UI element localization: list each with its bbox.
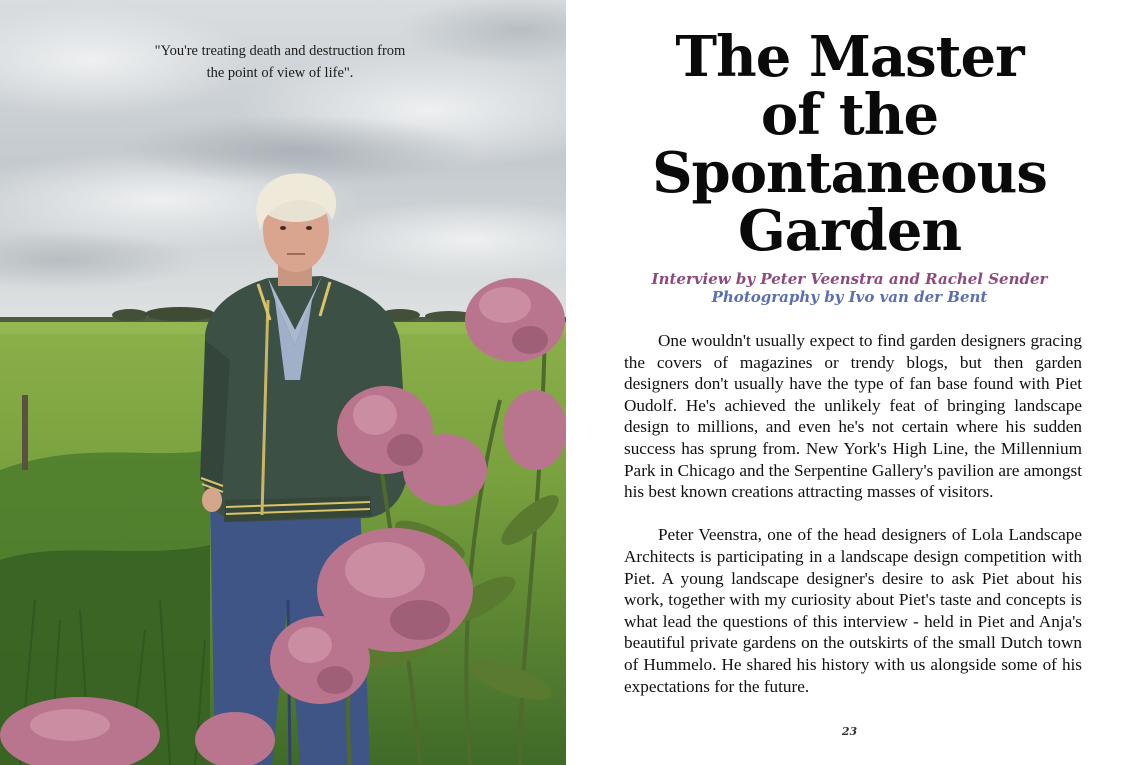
fence-post: [22, 395, 28, 470]
title-line-4: Garden: [737, 198, 962, 264]
pull-quote-line-2: the point of view of life".: [206, 65, 354, 81]
title-line-2: of the: [760, 82, 939, 148]
pull-quote: [120, 40, 440, 84]
article-credits: [566, 270, 1133, 306]
article-page: [566, 0, 1133, 765]
body-paragraph-2: Peter Veenstra, one of the head designers of Lola Landscape Architects is participating in a landscape design competition with Piet. A young landscape designer's desire to ask Piet about his work, together with my curiosity about Piet's taste and concepts is what lead the questions of this interview - held in Piet and Anja's beautiful private gardens on the outskirts of the small Dutch town of Hummelo. He shared his history with us alongside some of his expectations for the future.: [624, 525, 1082, 696]
page-number: 23: [841, 725, 858, 738]
title-line-3: Spontaneous: [652, 140, 1047, 206]
photo-page: [0, 0, 566, 765]
interview-credit: Interview by Peter Veenstra and Rachel Sender: [651, 270, 1048, 288]
pull-quote-line-1: "You're treating death and destruction from: [154, 43, 406, 59]
article-title: [566, 24, 1133, 264]
photography-credit: Photography by Ivo van der Bent: [711, 288, 988, 306]
body-paragraph-1: One wouldn't usually expect to find garden designers gracing the covers of magazines or trendy blogs, but then garden designers don't usually have the type of fan base found with Piet Oudolf. He's achieved the unlikely feat of bringing landscape design to millions, and even he's not certain where his sudden success has sprung from. New York's High Line, the Millennium Park in Chicago and the Serpentine Gallery's pavilion are amongst his best known creations attracting masses of visitors.: [624, 331, 1082, 502]
portrait-photo: [0, 0, 566, 765]
hand: [202, 488, 222, 512]
article-body: [624, 330, 1082, 719]
title-line-1: The Master: [675, 24, 1024, 90]
